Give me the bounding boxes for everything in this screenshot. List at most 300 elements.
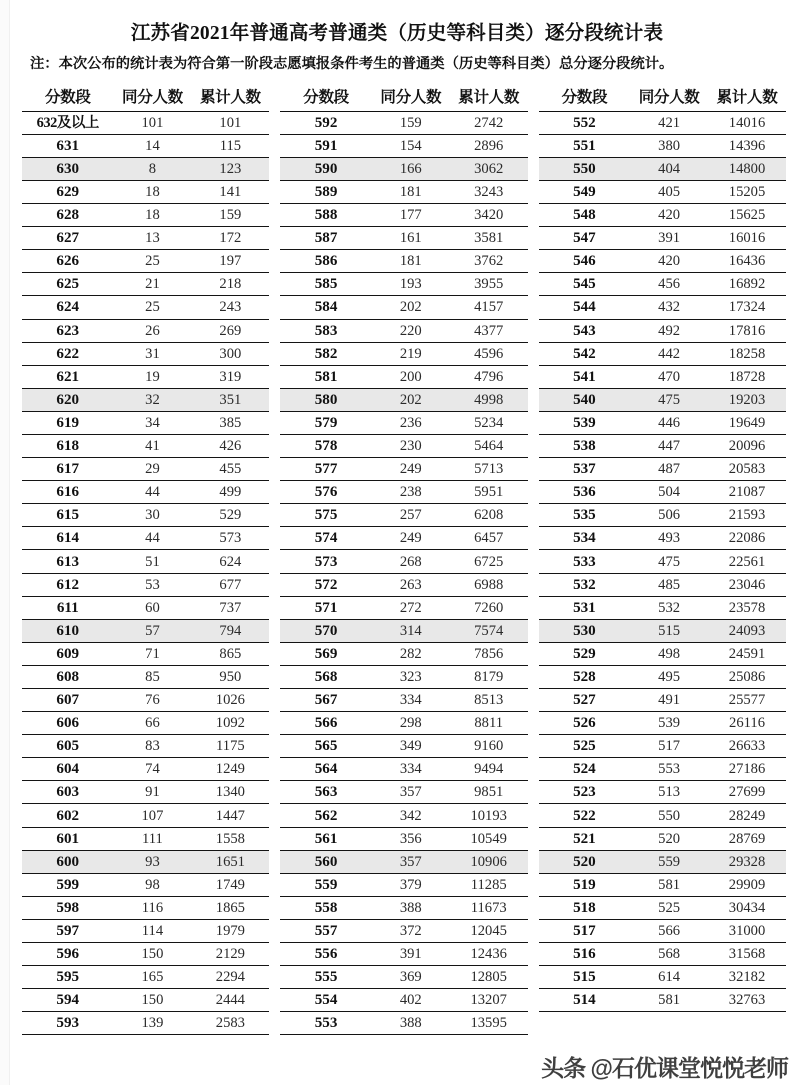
table-header-row xyxy=(280,84,527,111)
cell-cumulative-count: 22086 xyxy=(708,527,786,550)
table-row xyxy=(280,180,527,203)
cell-score-segment: 586 xyxy=(280,250,372,273)
cell-score-segment: 522 xyxy=(539,804,631,827)
cell-same-score-count: 181 xyxy=(372,180,450,203)
table-row xyxy=(539,689,786,712)
table-row xyxy=(22,134,269,157)
cell-same-score-count: 60 xyxy=(114,596,192,619)
cell-cumulative-count: 1558 xyxy=(191,827,269,850)
cell-same-score-count: 66 xyxy=(114,712,192,735)
table-row xyxy=(22,342,269,365)
cell-cumulative-count: 16016 xyxy=(708,227,786,250)
cell-same-score-count: 29 xyxy=(114,458,192,481)
cell-same-score-count: 114 xyxy=(114,919,192,942)
table-row xyxy=(539,527,786,550)
cell-cumulative-count: 1865 xyxy=(191,896,269,919)
cell-cumulative-count: 16892 xyxy=(708,273,786,296)
cell-same-score-count: 517 xyxy=(630,735,708,758)
table-row xyxy=(280,827,527,850)
cell-cumulative-count: 19203 xyxy=(708,388,786,411)
cell-cumulative-count: 677 xyxy=(191,573,269,596)
table-row xyxy=(22,504,269,527)
cell-same-score-count: 492 xyxy=(630,319,708,342)
cell-score-segment: 591 xyxy=(280,134,372,157)
table-row xyxy=(539,273,786,296)
cell-cumulative-count: 15625 xyxy=(708,204,786,227)
cell-same-score-count: 495 xyxy=(630,665,708,688)
cell-score-segment: 611 xyxy=(22,596,114,619)
cell-same-score-count: 21 xyxy=(114,273,192,296)
cell-cumulative-count: 2129 xyxy=(191,943,269,966)
table-column-block xyxy=(280,84,527,1036)
table-row xyxy=(539,319,786,342)
cell-cumulative-count: 30434 xyxy=(708,896,786,919)
cell-score-segment: 625 xyxy=(22,273,114,296)
cell-same-score-count: 53 xyxy=(114,573,192,596)
cell-cumulative-count: 10906 xyxy=(450,850,528,873)
cell-cumulative-count: 5713 xyxy=(450,458,528,481)
table-row xyxy=(22,873,269,896)
cell-same-score-count: 85 xyxy=(114,665,192,688)
cell-cumulative-count: 2742 xyxy=(450,111,528,134)
cell-same-score-count: 220 xyxy=(372,319,450,342)
cell-score-segment: 560 xyxy=(280,850,372,873)
cell-cumulative-count: 8811 xyxy=(450,712,528,735)
cell-same-score-count: 485 xyxy=(630,573,708,596)
page-left-margin xyxy=(0,0,10,1085)
table-row xyxy=(280,550,527,573)
table-row xyxy=(280,596,527,619)
table-row xyxy=(539,850,786,873)
table-row xyxy=(539,227,786,250)
cell-score-segment: 565 xyxy=(280,735,372,758)
table-row xyxy=(22,481,269,504)
cell-same-score-count: 71 xyxy=(114,642,192,665)
cell-same-score-count: 515 xyxy=(630,619,708,642)
column-header-score-segment: 分数段 xyxy=(44,88,91,106)
table-row xyxy=(280,712,527,735)
cell-score-segment: 546 xyxy=(539,250,631,273)
column-header-same-score-count: 同分人数 xyxy=(122,88,183,106)
cell-score-segment: 600 xyxy=(22,850,114,873)
cell-same-score-count: 532 xyxy=(630,596,708,619)
table-row xyxy=(280,966,527,989)
cell-same-score-count: 41 xyxy=(114,434,192,457)
cell-same-score-count: 193 xyxy=(372,273,450,296)
cell-score-segment: 551 xyxy=(539,134,631,157)
cell-same-score-count: 568 xyxy=(630,943,708,966)
cell-score-segment: 599 xyxy=(22,873,114,896)
cell-same-score-count: 506 xyxy=(630,504,708,527)
cell-same-score-count: 18 xyxy=(114,180,192,203)
table-row xyxy=(22,735,269,758)
column-header-score-segment: 分数段 xyxy=(561,88,608,106)
table-row xyxy=(280,273,527,296)
cell-same-score-count: 154 xyxy=(372,134,450,157)
table-row xyxy=(539,573,786,596)
cell-score-segment: 535 xyxy=(539,504,631,527)
cell-score-segment: 605 xyxy=(22,735,114,758)
table-row xyxy=(280,227,527,250)
cell-same-score-count: 520 xyxy=(630,827,708,850)
cell-same-score-count: 614 xyxy=(630,966,708,989)
cell-cumulative-count: 27699 xyxy=(708,781,786,804)
cell-score-segment: 577 xyxy=(280,458,372,481)
cell-score-segment: 529 xyxy=(539,642,631,665)
cell-score-segment: 539 xyxy=(539,411,631,434)
cell-score-segment: 533 xyxy=(539,550,631,573)
table-row xyxy=(539,250,786,273)
cell-same-score-count: 51 xyxy=(114,550,192,573)
cell-same-score-count: 388 xyxy=(372,1012,450,1035)
cell-cumulative-count: 9851 xyxy=(450,781,528,804)
table-row xyxy=(280,434,527,457)
table-row xyxy=(22,111,269,134)
cell-score-segment: 558 xyxy=(280,896,372,919)
cell-cumulative-count: 20583 xyxy=(708,458,786,481)
cell-cumulative-count: 16436 xyxy=(708,250,786,273)
cell-cumulative-count: 159 xyxy=(191,204,269,227)
cell-cumulative-count: 6725 xyxy=(450,550,528,573)
cell-score-segment: 631 xyxy=(22,134,114,157)
column-header-same-score-count: 同分人数 xyxy=(380,88,442,106)
cell-score-segment: 615 xyxy=(22,504,114,527)
cell-score-segment: 621 xyxy=(22,365,114,388)
table-row xyxy=(280,296,527,319)
table-row xyxy=(280,250,527,273)
cell-score-segment: 606 xyxy=(22,712,114,735)
cell-score-segment: 568 xyxy=(280,665,372,688)
cell-same-score-count: 76 xyxy=(114,689,192,712)
cell-score-segment: 518 xyxy=(539,896,631,919)
cell-score-segment: 531 xyxy=(539,596,631,619)
column-header-cumulative-count: 累计人数 xyxy=(458,88,520,106)
cell-score-segment: 527 xyxy=(539,689,631,712)
table-row xyxy=(280,619,527,642)
cell-cumulative-count: 31000 xyxy=(708,919,786,942)
cell-same-score-count: 116 xyxy=(114,896,192,919)
cell-score-segment: 555 xyxy=(280,966,372,989)
cell-score-segment: 609 xyxy=(22,642,114,665)
table-row xyxy=(539,550,786,573)
cell-score-segment: 562 xyxy=(280,804,372,827)
cell-cumulative-count: 319 xyxy=(191,365,269,388)
cell-same-score-count: 356 xyxy=(372,827,450,850)
cell-score-segment: 589 xyxy=(280,180,372,203)
table-row xyxy=(539,134,786,157)
cell-score-segment: 619 xyxy=(22,411,114,434)
cell-cumulative-count: 18258 xyxy=(708,342,786,365)
cell-same-score-count: 34 xyxy=(114,411,192,434)
cell-cumulative-count: 351 xyxy=(191,388,269,411)
cell-same-score-count: 14 xyxy=(114,134,192,157)
table-row xyxy=(22,804,269,827)
cell-same-score-count: 369 xyxy=(372,966,450,989)
cell-score-segment: 571 xyxy=(280,596,372,619)
cell-cumulative-count: 7260 xyxy=(450,596,528,619)
cell-cumulative-count: 17324 xyxy=(708,296,786,319)
cell-same-score-count: 219 xyxy=(372,342,450,365)
cell-score-segment: 523 xyxy=(539,781,631,804)
cell-same-score-count: 334 xyxy=(372,758,450,781)
cell-cumulative-count: 21087 xyxy=(708,481,786,504)
table-row xyxy=(539,365,786,388)
cell-cumulative-count: 218 xyxy=(191,273,269,296)
table-row xyxy=(280,458,527,481)
table-row xyxy=(22,758,269,781)
cell-cumulative-count: 29328 xyxy=(708,850,786,873)
cell-same-score-count: 268 xyxy=(372,550,450,573)
cell-score-segment: 524 xyxy=(539,758,631,781)
cell-cumulative-count: 23046 xyxy=(708,573,786,596)
cell-cumulative-count: 25086 xyxy=(708,665,786,688)
table-row xyxy=(280,735,527,758)
cell-cumulative-count: 1749 xyxy=(191,873,269,896)
cell-score-segment: 534 xyxy=(539,527,631,550)
cell-cumulative-count: 14800 xyxy=(708,157,786,180)
cell-score-segment: 564 xyxy=(280,758,372,781)
table-row xyxy=(22,850,269,873)
cell-cumulative-count: 17816 xyxy=(708,319,786,342)
cell-cumulative-count: 243 xyxy=(191,296,269,319)
table-row xyxy=(539,481,786,504)
cell-same-score-count: 442 xyxy=(630,342,708,365)
cell-score-segment: 626 xyxy=(22,250,114,273)
table-row xyxy=(22,781,269,804)
cell-same-score-count: 475 xyxy=(630,550,708,573)
column-header-score-segment: 分数段 xyxy=(303,88,349,106)
cell-same-score-count: 493 xyxy=(630,527,708,550)
column-header-cumulative-count: 累计人数 xyxy=(199,88,261,106)
cell-score-segment: 543 xyxy=(539,319,631,342)
cell-same-score-count: 31 xyxy=(114,342,192,365)
cell-same-score-count: 402 xyxy=(372,989,450,1012)
cell-score-segment: 554 xyxy=(280,989,372,1012)
table-column-block xyxy=(539,84,786,1036)
table-row xyxy=(22,1012,269,1035)
cell-score-segment: 604 xyxy=(22,758,114,781)
table-row xyxy=(539,180,786,203)
cell-same-score-count: 181 xyxy=(372,250,450,273)
cell-score-segment: 580 xyxy=(280,388,372,411)
cell-score-segment: 573 xyxy=(280,550,372,573)
cell-same-score-count: 432 xyxy=(630,296,708,319)
table-column-grid xyxy=(0,84,794,1036)
cell-score-segment: 556 xyxy=(280,943,372,966)
cell-cumulative-count: 269 xyxy=(191,319,269,342)
cell-score-segment: 584 xyxy=(280,296,372,319)
cell-cumulative-count: 12045 xyxy=(450,919,528,942)
cell-score-segment: 612 xyxy=(22,573,114,596)
cell-cumulative-count: 31568 xyxy=(708,943,786,966)
table-row xyxy=(22,989,269,1012)
cell-cumulative-count: 4157 xyxy=(450,296,528,319)
table-row xyxy=(539,111,786,134)
table-row xyxy=(539,966,786,989)
cell-score-segment: 585 xyxy=(280,273,372,296)
cell-same-score-count: 98 xyxy=(114,873,192,896)
document-note: 注：本次公布的统计表为符合第一阶段志愿填报条件考生的普通类（历史等科目类）总分逐分段统计。 xyxy=(30,56,674,73)
table-row xyxy=(22,573,269,596)
cell-same-score-count: 111 xyxy=(114,827,192,850)
cell-score-segment: 628 xyxy=(22,204,114,227)
table-row xyxy=(22,919,269,942)
table-row xyxy=(280,850,527,873)
cell-score-segment: 595 xyxy=(22,966,114,989)
cell-cumulative-count: 7574 xyxy=(450,619,528,642)
cell-cumulative-count: 141 xyxy=(191,180,269,203)
cell-score-segment: 517 xyxy=(539,919,631,942)
cell-same-score-count: 421 xyxy=(630,111,708,134)
cell-cumulative-count: 1249 xyxy=(191,758,269,781)
cell-cumulative-count: 300 xyxy=(191,342,269,365)
watermark: 头条 @石优课堂悦悦老师 xyxy=(541,1055,788,1081)
cell-score-segment: 623 xyxy=(22,319,114,342)
cell-cumulative-count: 4377 xyxy=(450,319,528,342)
cell-score-segment: 583 xyxy=(280,319,372,342)
column-header-same-score-count: 同分人数 xyxy=(638,88,700,106)
cell-score-segment: 541 xyxy=(539,365,631,388)
table-row xyxy=(22,943,269,966)
cell-same-score-count: 238 xyxy=(372,481,450,504)
cell-score-segment: 618 xyxy=(22,434,114,457)
cell-same-score-count: 379 xyxy=(372,873,450,896)
cell-same-score-count: 19 xyxy=(114,365,192,388)
table-row xyxy=(22,619,269,642)
cell-score-segment: 572 xyxy=(280,573,372,596)
cell-cumulative-count: 29909 xyxy=(708,873,786,896)
table-row xyxy=(280,111,527,134)
cell-same-score-count: 553 xyxy=(630,758,708,781)
table-row xyxy=(280,896,527,919)
cell-same-score-count: 30 xyxy=(114,504,192,527)
cell-cumulative-count: 25577 xyxy=(708,689,786,712)
cell-same-score-count: 83 xyxy=(114,735,192,758)
table-row xyxy=(539,157,786,180)
cell-cumulative-count: 32182 xyxy=(708,966,786,989)
cell-same-score-count: 487 xyxy=(630,458,708,481)
table-row xyxy=(539,873,786,896)
cell-same-score-count: 57 xyxy=(114,619,192,642)
cell-cumulative-count: 11673 xyxy=(450,896,528,919)
cell-cumulative-count: 197 xyxy=(191,250,269,273)
cell-score-segment: 620 xyxy=(22,388,114,411)
cell-score-segment: 578 xyxy=(280,434,372,457)
cell-score-segment: 516 xyxy=(539,943,631,966)
cell-cumulative-count: 5234 xyxy=(450,411,528,434)
cell-score-segment: 581 xyxy=(280,365,372,388)
table-row xyxy=(280,527,527,550)
table-row xyxy=(280,689,527,712)
cell-score-segment: 569 xyxy=(280,642,372,665)
cell-cumulative-count: 2444 xyxy=(191,989,269,1012)
cell-cumulative-count: 11285 xyxy=(450,873,528,896)
cell-cumulative-count: 2583 xyxy=(191,1012,269,1035)
table-row xyxy=(280,157,527,180)
cell-same-score-count: 44 xyxy=(114,527,192,550)
cell-score-segment: 629 xyxy=(22,180,114,203)
cell-score-segment: 532 xyxy=(539,573,631,596)
cell-cumulative-count: 19649 xyxy=(708,411,786,434)
cell-same-score-count: 498 xyxy=(630,642,708,665)
cell-score-segment: 610 xyxy=(22,619,114,642)
table-row xyxy=(280,989,527,1012)
cell-cumulative-count: 26116 xyxy=(708,712,786,735)
cell-cumulative-count: 10193 xyxy=(450,804,528,827)
cell-cumulative-count: 865 xyxy=(191,642,269,665)
cell-same-score-count: 391 xyxy=(630,227,708,250)
cell-cumulative-count: 2896 xyxy=(450,134,528,157)
cell-score-segment: 553 xyxy=(280,1012,372,1035)
table-row xyxy=(280,134,527,157)
cell-cumulative-count: 3762 xyxy=(450,250,528,273)
cell-score-segment: 624 xyxy=(22,296,114,319)
cell-cumulative-count: 624 xyxy=(191,550,269,573)
table-row xyxy=(539,804,786,827)
table-row xyxy=(22,296,269,319)
cell-cumulative-count: 172 xyxy=(191,227,269,250)
cell-cumulative-count: 123 xyxy=(191,157,269,180)
table-row xyxy=(280,388,527,411)
cell-cumulative-count: 385 xyxy=(191,411,269,434)
cell-score-segment: 608 xyxy=(22,665,114,688)
cell-cumulative-count: 21593 xyxy=(708,504,786,527)
cell-cumulative-count: 499 xyxy=(191,481,269,504)
cell-same-score-count: 581 xyxy=(630,873,708,896)
cell-score-segment: 528 xyxy=(539,665,631,688)
cell-cumulative-count: 950 xyxy=(191,665,269,688)
table-row xyxy=(22,434,269,457)
cell-cumulative-count: 1026 xyxy=(191,689,269,712)
cell-same-score-count: 420 xyxy=(630,250,708,273)
cell-same-score-count: 150 xyxy=(114,989,192,1012)
cell-same-score-count: 74 xyxy=(114,758,192,781)
table-row xyxy=(280,665,527,688)
cell-score-segment: 588 xyxy=(280,204,372,227)
cell-score-segment: 603 xyxy=(22,781,114,804)
table-row xyxy=(280,781,527,804)
table-row xyxy=(22,250,269,273)
score-distribution-table xyxy=(280,84,527,1036)
table-row xyxy=(22,596,269,619)
cell-cumulative-count: 794 xyxy=(191,619,269,642)
table-row xyxy=(280,919,527,942)
cell-score-segment: 590 xyxy=(280,157,372,180)
cell-cumulative-count: 24591 xyxy=(708,642,786,665)
cell-cumulative-count: 27186 xyxy=(708,758,786,781)
table-row xyxy=(539,596,786,619)
column-header-cumulative-count: 累计人数 xyxy=(716,88,778,106)
table-row xyxy=(539,204,786,227)
table-row xyxy=(22,896,269,919)
cell-same-score-count: 202 xyxy=(372,388,450,411)
cell-cumulative-count: 1340 xyxy=(191,781,269,804)
cell-cumulative-count: 32763 xyxy=(708,989,786,1012)
cell-score-segment: 613 xyxy=(22,550,114,573)
cell-score-segment: 622 xyxy=(22,342,114,365)
cell-score-segment: 632及以上 xyxy=(22,111,114,134)
cell-same-score-count: 202 xyxy=(372,296,450,319)
cell-score-segment: 548 xyxy=(539,204,631,227)
cell-score-segment: 538 xyxy=(539,434,631,457)
cell-score-segment: 592 xyxy=(280,111,372,134)
cell-cumulative-count: 12805 xyxy=(450,966,528,989)
cell-same-score-count: 272 xyxy=(372,596,450,619)
cell-same-score-count: 504 xyxy=(630,481,708,504)
cell-same-score-count: 404 xyxy=(630,157,708,180)
page-title: 江苏省2021年普通高考普通类（历史等科目类）逐分段统计表 xyxy=(130,23,664,44)
table-row xyxy=(539,665,786,688)
